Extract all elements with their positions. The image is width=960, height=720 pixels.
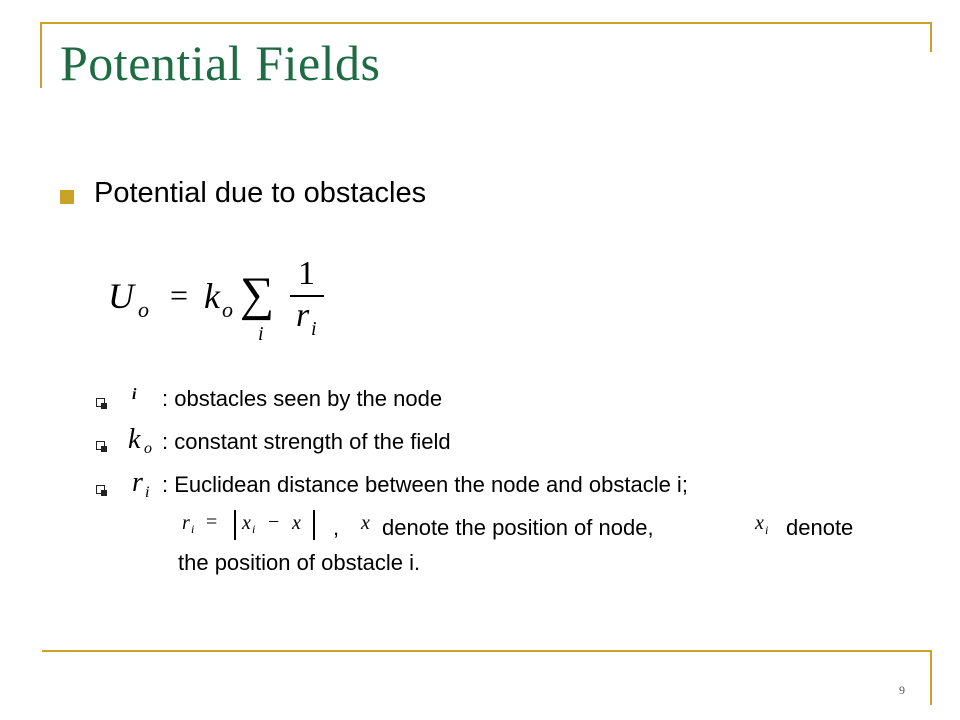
potential-formula	[108, 255, 338, 345]
sub-bullet-icon	[96, 441, 105, 450]
xi-symbol: x	[755, 512, 764, 534]
formula-u: U	[108, 276, 134, 316]
continuation-line-2: the position of obstacle i.	[178, 550, 421, 575]
sub-bullet-text-1: : obstacles seen by the node	[162, 386, 443, 411]
continuation-text-2: denote	[786, 515, 854, 540]
sub-bullet-icon	[96, 485, 105, 494]
sub-bullet-icon	[96, 398, 105, 407]
right-frame-line	[930, 22, 932, 52]
formula-u-sub: o	[138, 297, 149, 322]
sub-bullet-text-3: : Euclidean distance between the node and obstacle i;	[162, 472, 688, 497]
eq-x-sub: i	[252, 522, 256, 536]
main-bullet-text: Potential due to obstacles	[94, 177, 427, 209]
eq-x2: x	[292, 512, 301, 534]
symbol-r: r	[132, 467, 143, 498]
bottom-right-frame-line	[930, 650, 932, 705]
top-frame-line	[40, 22, 932, 24]
symbol-r-sub: i	[145, 484, 150, 501]
formula-k: k	[204, 276, 220, 316]
abs-bar-left	[234, 510, 236, 540]
continuation-text-1: denote the position of node,	[382, 515, 654, 540]
eq-r-sub: i	[191, 522, 195, 536]
formula-sum: ∑	[240, 268, 275, 321]
left-frame-line	[40, 22, 42, 88]
formula-numerator: 1	[298, 255, 315, 292]
formula-sum-index: i	[258, 323, 264, 345]
slide-title: Potential Fields	[60, 35, 381, 91]
x-symbol: x	[361, 512, 370, 534]
symbol-k-sub: o	[144, 440, 152, 457]
eq-x: x	[242, 512, 251, 534]
distance-equation	[182, 508, 322, 544]
page-number: 9	[899, 683, 905, 697]
formula-denominator-sub: i	[311, 318, 317, 340]
xi-sub: i	[765, 523, 769, 537]
eq-minus: −	[268, 511, 280, 533]
abs-bar-right	[313, 510, 315, 540]
bullet-square-icon	[60, 190, 74, 204]
formula-denominator: r	[296, 297, 310, 334]
sub-bullet-text-2: : constant strength of the field	[162, 429, 451, 454]
bottom-frame-line	[42, 650, 932, 652]
formula-k-sub: o	[222, 297, 233, 322]
symbol-k: k	[128, 424, 141, 455]
symbol-i: i	[132, 386, 137, 403]
formula-equals: =	[170, 277, 189, 313]
eq-equals: =	[206, 511, 218, 533]
comma: ,	[333, 515, 340, 540]
eq-r: r	[182, 512, 190, 534]
